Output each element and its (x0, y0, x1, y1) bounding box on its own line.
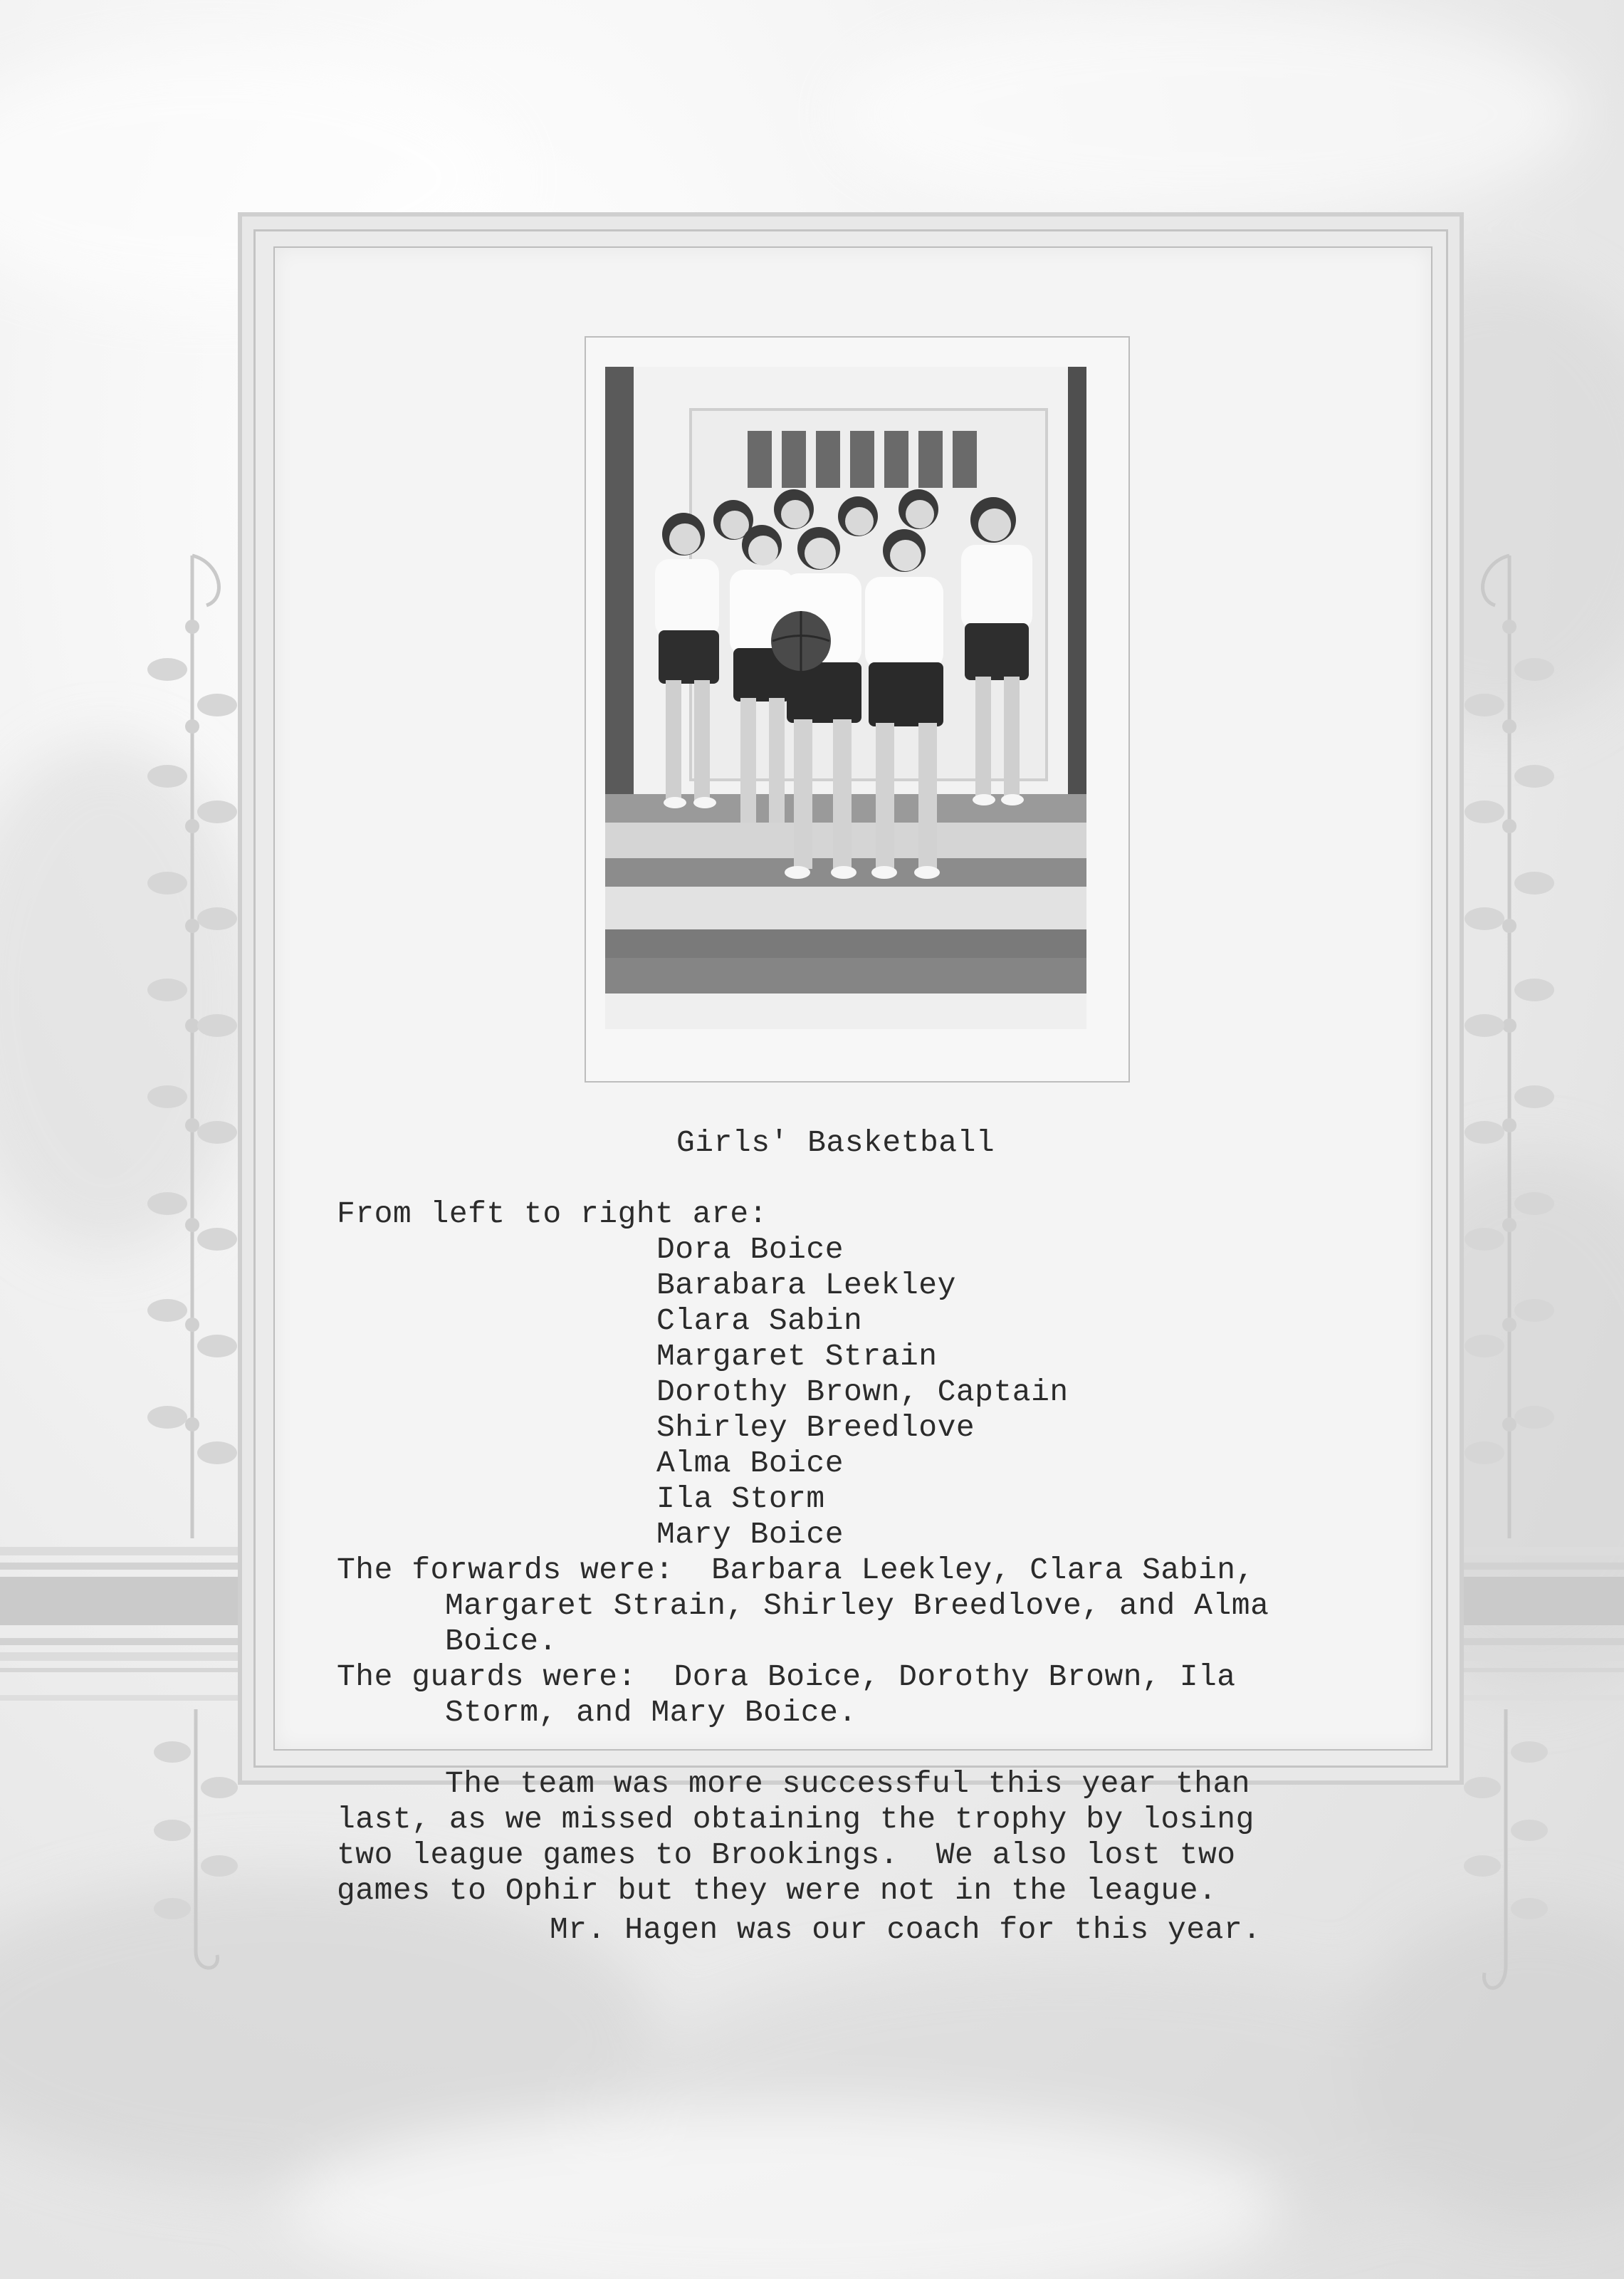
guards-line: The guards were: Dora Boice, Dorothy Brown, Ila (337, 1659, 1236, 1694)
summary-line: two league games to Brookings. We also lost two (337, 1837, 1236, 1872)
roster-name: Ila Storm (656, 1481, 825, 1516)
team-photo-illustration (605, 367, 1086, 1029)
summary-line: Mr. Hagen was our coach for this year. (550, 1912, 1262, 1947)
caption-intro: From left to right are: (337, 1196, 768, 1231)
vine-ornament-left (142, 541, 242, 1553)
vine-ornament-right-lower (1460, 1709, 1552, 2008)
summary-line: games to Ophir but they were not in the league. (337, 1873, 1217, 1908)
roster-name: Barabara Leekley (656, 1268, 956, 1303)
caption-title: Girls' Basketball (676, 1125, 995, 1160)
team-photograph (605, 367, 1086, 1029)
roster-name: Dora Boice (656, 1232, 844, 1267)
forwards-line: The forwards were: Barbara Leekley, Clara Sabin, (337, 1553, 1254, 1587)
summary-line: The team was more successful this year than (445, 1766, 1251, 1801)
roster-name: Shirley Breedlove (656, 1410, 975, 1445)
vine-ornament-left-lower (150, 1709, 242, 1980)
guards-line: Storm, and Mary Boice. (445, 1695, 857, 1730)
summary-line: last, as we missed obtaining the trophy by losing (337, 1802, 1254, 1837)
roster-name: Dorothy Brown, Captain (656, 1375, 1069, 1409)
roster-name: Margaret Strain (656, 1339, 938, 1374)
roster-name: Mary Boice (656, 1517, 844, 1552)
roster-name: Alma Boice (656, 1446, 844, 1481)
forwards-line: Boice. (445, 1624, 557, 1659)
roster-name: Clara Sabin (656, 1303, 863, 1338)
vine-ornament-right (1460, 541, 1559, 1553)
forwards-line: Margaret Strain, Shirley Breedlove, and Alma (445, 1588, 1269, 1623)
